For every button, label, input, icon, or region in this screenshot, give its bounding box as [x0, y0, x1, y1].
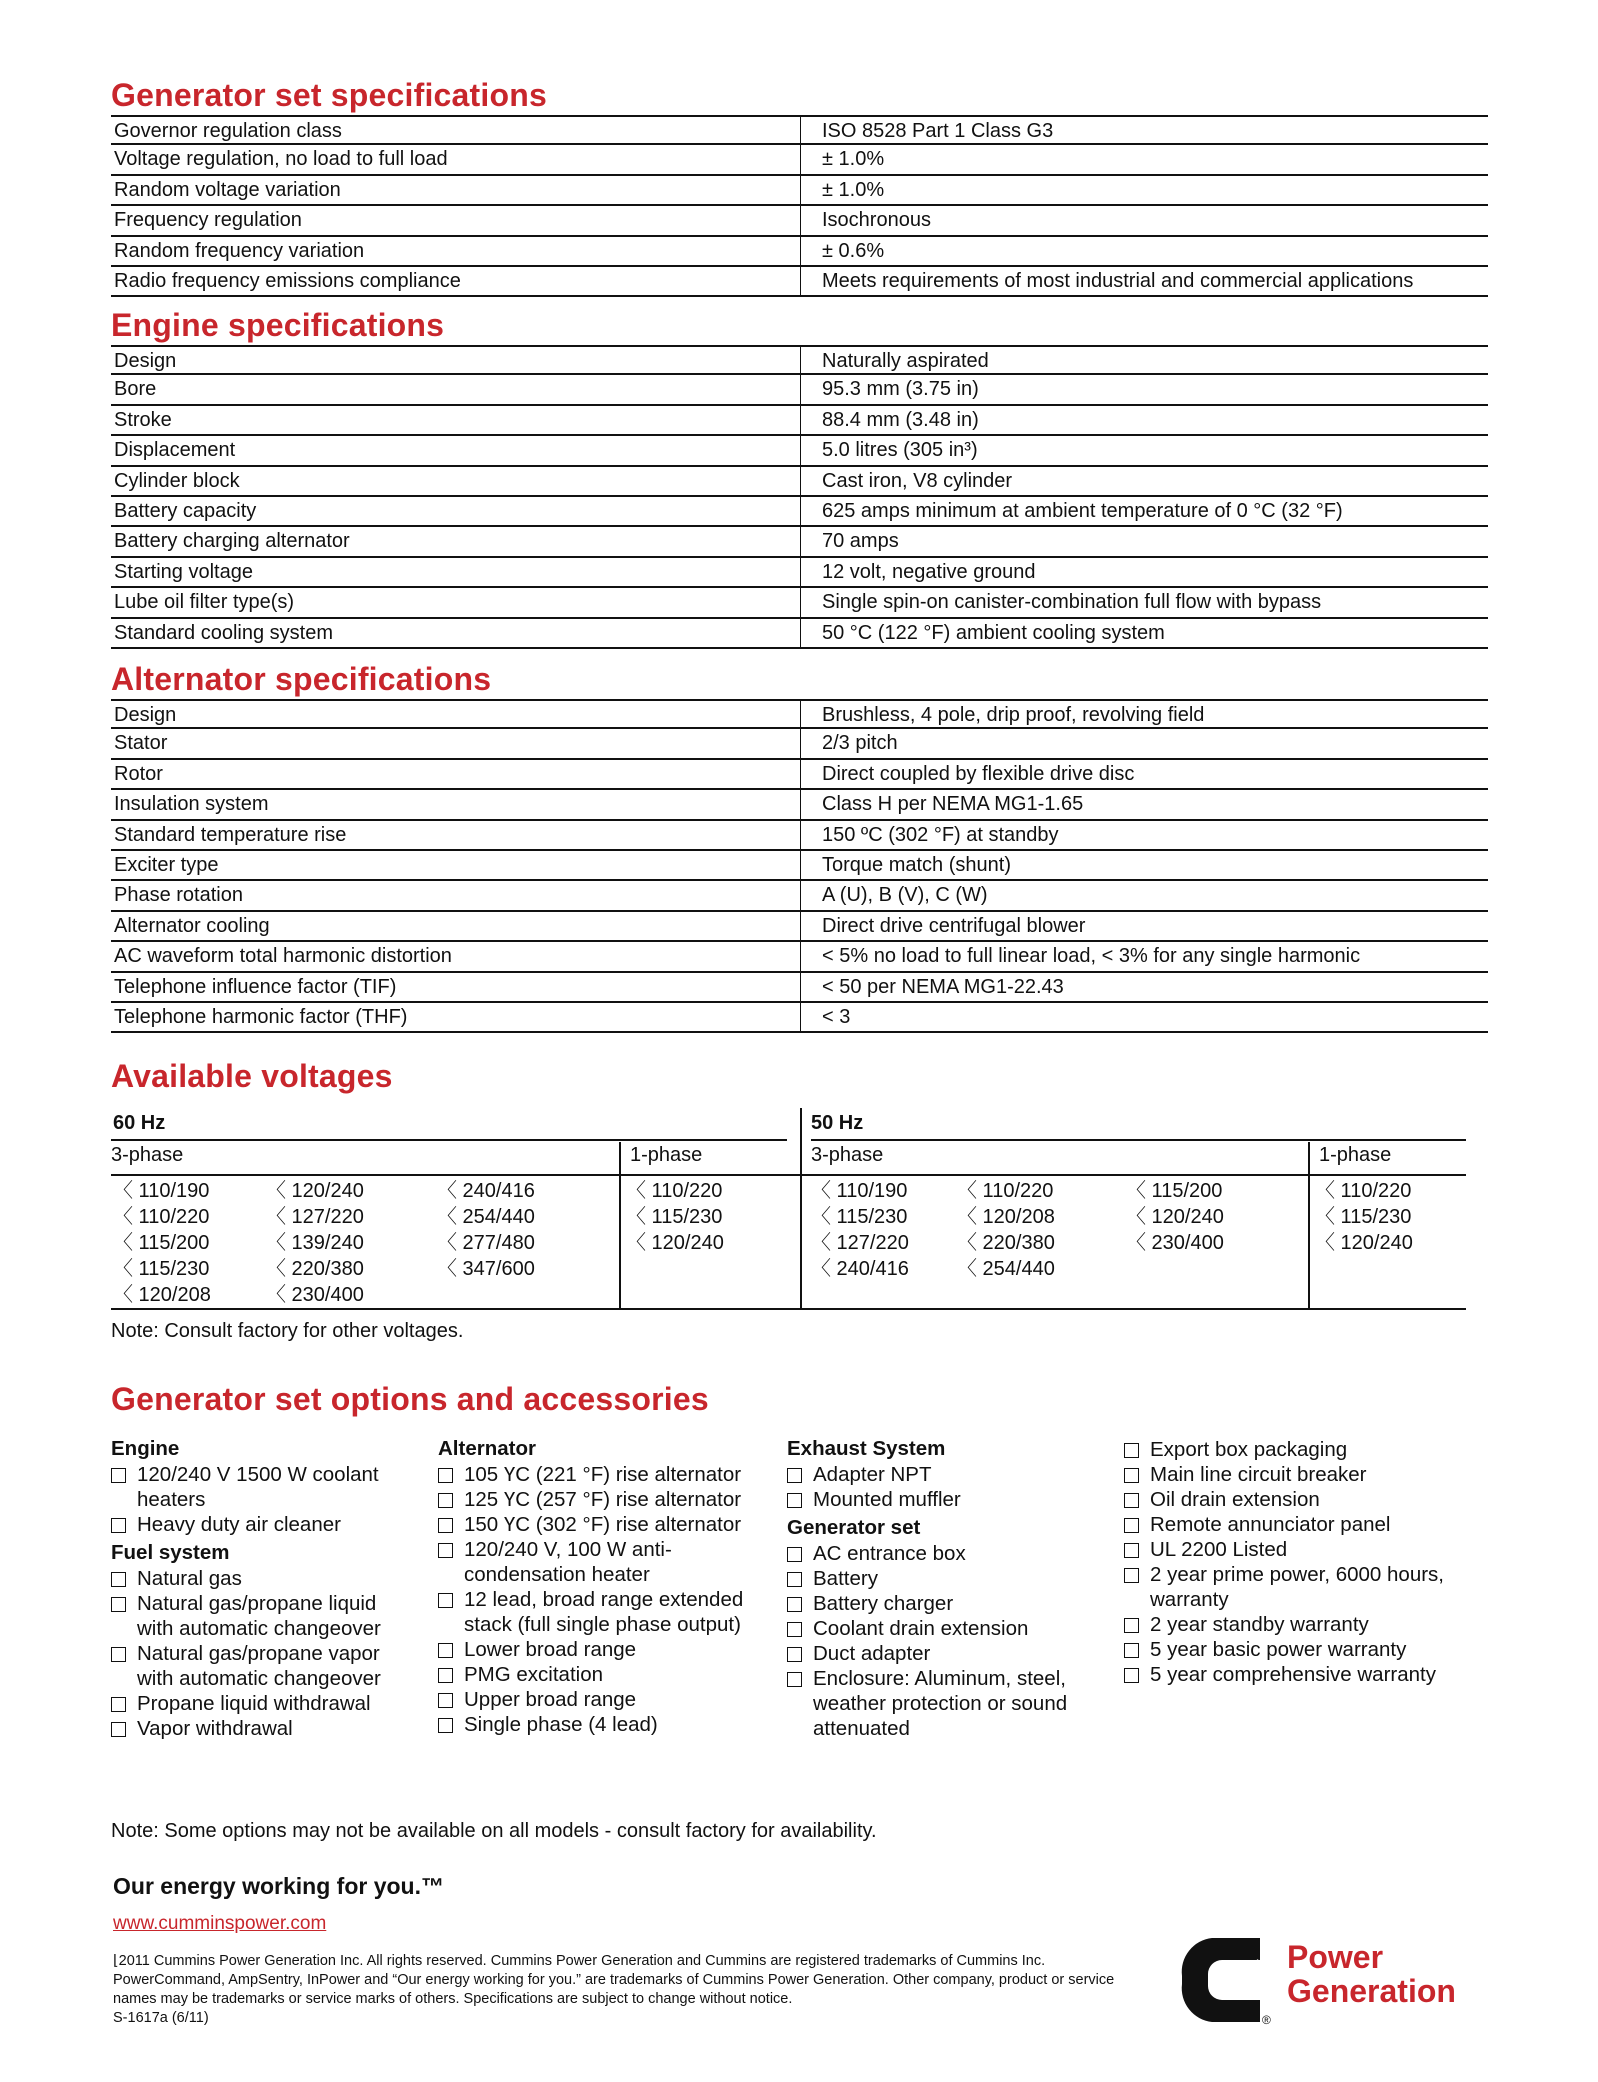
option-item	[438, 1662, 743, 1687]
spec-label: Governor regulation class	[114, 120, 342, 142]
option-label: Coolant drain extension	[813, 1617, 1029, 1640]
voltage-item: 〈 120/240	[626, 1232, 724, 1254]
checkbox-icon	[1124, 1493, 1139, 1508]
option-item	[787, 1616, 1067, 1641]
spec-value: Single spin-on canister-combination full flow with bypass	[800, 588, 1488, 616]
spec-row	[111, 588, 1488, 618]
voltage-item: 〈 254/440	[957, 1258, 1055, 1280]
voltage-item: 〈 115/200	[113, 1232, 210, 1254]
option-item	[438, 1687, 743, 1712]
option-label: Oil drain extension	[1150, 1488, 1320, 1511]
option-item	[111, 1512, 381, 1537]
option-label: Heavy duty air cleaner	[137, 1513, 341, 1536]
checkbox-icon	[1124, 1618, 1139, 1633]
option-item	[438, 1512, 743, 1537]
spec-value: < 3	[800, 1003, 1488, 1031]
doc-code: S-1617a (6/11)	[113, 2010, 209, 2026]
spec-row	[111, 436, 1488, 466]
spec-row	[111, 176, 1488, 206]
option-item	[438, 1712, 743, 1737]
checkbox-icon	[787, 1647, 802, 1662]
v50-1ph-col	[1315, 1178, 1413, 1256]
option-item	[1124, 1637, 1444, 1662]
alternator-options-list	[438, 1462, 743, 1737]
spec-value: ± 1.0%	[800, 145, 1488, 173]
option-item	[438, 1462, 743, 1487]
spec-row	[111, 1003, 1488, 1033]
voltage-item: 〈 115/230	[626, 1206, 723, 1228]
option-item	[438, 1537, 743, 1587]
voltage-item: 〈 240/416	[437, 1180, 535, 1202]
voltage-item: 〈 120/208	[113, 1284, 211, 1306]
checkbox-icon	[787, 1672, 802, 1687]
spec-value: 12 volt, negative ground	[800, 558, 1488, 586]
voltage-item: 〈 110/190	[811, 1180, 908, 1202]
option-label: AC entrance box	[813, 1542, 966, 1565]
option-item	[111, 1641, 381, 1691]
checkbox-icon	[438, 1593, 453, 1608]
spec-label: Voltage regulation, no load to full load	[114, 148, 448, 171]
hz60-underline	[111, 1139, 787, 1141]
checkbox-icon	[1124, 1543, 1139, 1558]
voltage-item: 〈 115/200	[1126, 1180, 1223, 1202]
checkbox-icon	[438, 1718, 453, 1733]
option-label: Enclosure: Aluminum, steel, weather protection or sound attenuated	[813, 1667, 1068, 1740]
option-item	[111, 1591, 381, 1641]
options-note: Note: Some options may not be available on all models - consult factory for availability.	[111, 1820, 877, 1842]
option-item	[787, 1541, 1067, 1566]
checkbox-icon	[1124, 1568, 1139, 1583]
checkbox-icon	[787, 1493, 802, 1508]
spec-value: ± 0.6%	[800, 237, 1488, 265]
checkbox-icon	[438, 1493, 453, 1508]
checkbox-icon	[1124, 1443, 1139, 1458]
option-label: Lower broad range	[464, 1638, 637, 1661]
exhaust-options-heading: Exhaust System	[787, 1437, 946, 1460]
options-col-exhaust-genset	[787, 1433, 1067, 1741]
v60-3ph-col3	[437, 1178, 535, 1282]
misc-options-list	[1124, 1437, 1444, 1687]
spec-row	[111, 760, 1488, 790]
voltages-note: Note: Consult factory for other voltages.	[111, 1320, 464, 1342]
v50-3ph-col3	[1126, 1178, 1224, 1256]
fuel-options-heading: Fuel system	[111, 1541, 230, 1564]
spec-row	[111, 206, 1488, 236]
spec-row	[111, 790, 1488, 820]
spec-label: Frequency regulation	[114, 209, 302, 232]
spec-value: Isochronous	[800, 206, 1488, 234]
voltage-item: 〈 230/400	[1126, 1232, 1224, 1254]
spec-value: 50 °C (122 °F) ambient cooling system	[800, 619, 1488, 647]
option-label: 2 year standby warranty	[1150, 1613, 1369, 1636]
spec-value: 88.4 mm (3.48 in)	[800, 406, 1488, 434]
option-item	[787, 1566, 1067, 1591]
spec-label: Phase rotation	[114, 884, 243, 907]
voltage-item: 〈 120/240	[1315, 1232, 1413, 1254]
spec-row	[111, 942, 1488, 972]
logo-power-text: Power	[1287, 1939, 1384, 1975]
option-item	[1124, 1462, 1444, 1487]
option-label: Mounted muffler	[813, 1488, 961, 1511]
spec-value: Meets requirements of most industrial and commercial applications	[800, 267, 1488, 295]
checkbox-icon	[438, 1518, 453, 1533]
hz50-1phase-label: 1-phase	[1319, 1144, 1392, 1166]
checkbox-icon	[111, 1647, 126, 1662]
voltage-item: 〈 254/440	[437, 1206, 535, 1228]
checkbox-icon	[1124, 1518, 1139, 1533]
spec-value: ISO 8528 Part 1 Class G3	[800, 117, 1488, 143]
v50-3ph-col2	[957, 1178, 1055, 1282]
spec-label: Radio frequency emissions compliance	[114, 269, 461, 292]
voltage-item: 〈 139/240	[266, 1232, 364, 1254]
spec-row	[111, 881, 1488, 911]
spec-label: Standard temperature rise	[114, 823, 347, 846]
checkbox-icon	[111, 1697, 126, 1712]
checkbox-icon	[111, 1468, 126, 1483]
spec-label: Insulation system	[114, 793, 269, 816]
spec-value: < 5% no load to full linear load, < 3% for any single harmonic	[800, 942, 1488, 970]
spec-label: Starting voltage	[114, 560, 253, 583]
registered-mark: ®	[1262, 2013, 1271, 2027]
option-label: Battery	[813, 1567, 878, 1590]
spec-row	[111, 237, 1488, 267]
voltage-item: 〈 110/220	[1315, 1180, 1412, 1202]
spec-label: Random voltage variation	[114, 178, 341, 201]
spec-value: Direct coupled by flexible drive disc	[800, 760, 1488, 788]
spec-row	[111, 912, 1488, 942]
voltages-bottom-rule	[111, 1308, 1466, 1310]
checkbox-icon	[111, 1572, 126, 1587]
spec-label: Design	[114, 350, 177, 372]
option-label: Remote annunciator panel	[1150, 1513, 1391, 1536]
option-label: 125 ҮC (257 °F) rise alternator	[464, 1488, 742, 1511]
option-item	[1124, 1537, 1444, 1562]
website-link[interactable]: www.cumminspower.com	[113, 1913, 327, 1934]
spec-row	[111, 145, 1488, 175]
spec-value: Class H per NEMA MG1-1.65	[800, 790, 1488, 818]
spec-label: Random frequency variation	[114, 239, 365, 262]
spec-label: Telephone harmonic factor (THF)	[114, 1005, 408, 1028]
spec-label: Alternator cooling	[114, 914, 270, 937]
v60-3ph-col2	[266, 1178, 364, 1308]
option-label: Propane liquid withdrawal	[137, 1692, 371, 1715]
option-item	[1124, 1662, 1444, 1687]
option-label: Main line circuit breaker	[1150, 1463, 1367, 1486]
voltage-item: 〈 127/220	[266, 1206, 364, 1228]
option-label: Duct adapter	[813, 1642, 931, 1665]
voltage-item: 〈 110/220	[626, 1180, 723, 1202]
spec-row	[111, 375, 1488, 405]
option-label: PMG excitation	[464, 1663, 603, 1686]
generator-specs-title: Generator set specifications	[111, 77, 547, 113]
option-label: Upper broad range	[464, 1688, 637, 1711]
voltage-item: 〈 347/600	[437, 1258, 535, 1280]
option-label: 12 lead, broad range extended stack (full single phase output)	[464, 1588, 744, 1636]
option-item	[787, 1462, 1067, 1487]
legal-text	[113, 1952, 1153, 2028]
alternator-options-heading: Alternator	[438, 1437, 536, 1460]
spec-label: AC waveform total harmonic distortion	[114, 945, 452, 968]
engine-specs-table	[111, 345, 1488, 649]
fuel-options-list	[111, 1566, 381, 1741]
engine-options-list	[111, 1462, 381, 1537]
spec-label: Cylinder block	[114, 469, 240, 492]
spec-value: 150 ºC (302 °F) at standby	[800, 821, 1488, 849]
option-label: 150 ҮC (302 °F) rise alternator	[464, 1513, 742, 1536]
option-item	[1124, 1562, 1444, 1612]
checkbox-icon	[438, 1643, 453, 1658]
option-item	[438, 1637, 743, 1662]
spec-value: Naturally aspirated	[800, 347, 1488, 373]
spec-row	[111, 406, 1488, 436]
spec-value: Cast iron, V8 cylinder	[800, 467, 1488, 495]
spec-label: Standard cooling system	[114, 621, 334, 644]
checkbox-icon	[787, 1572, 802, 1587]
option-item	[111, 1462, 381, 1512]
voltage-item: 〈 110/220	[957, 1180, 1054, 1202]
spec-value: < 50 per NEMA MG1-22.43	[800, 973, 1488, 1001]
option-label: UL 2200 Listed	[1150, 1538, 1288, 1561]
logo-generation-text: Generation	[1287, 1973, 1456, 2009]
option-item	[438, 1487, 743, 1512]
voltage-item: 〈 277/480	[437, 1232, 535, 1254]
genset-options-list	[787, 1541, 1067, 1741]
spec-row	[111, 267, 1488, 297]
option-item	[1124, 1437, 1444, 1462]
checkbox-icon	[1124, 1468, 1139, 1483]
legal-paragraph: ⌊2011 Cummins Power Generation Inc. All rights reserved. Cummins Power Generation and Cummins are registered trademarks of Cummins Inc. PowerCommand, AmpSentry, InPower and “Our energy working for you.” are trademarks of Cummins Power Generation. Other company, product or service names may be trademarks or service marks of others. Specifications are subject to change without notice.	[113, 1953, 1115, 2007]
spec-row	[111, 527, 1488, 557]
cummins-power-generation-logo	[1172, 1924, 1502, 2034]
checkbox-icon	[438, 1693, 453, 1708]
option-label: Battery charger	[813, 1592, 954, 1615]
spec-label: Stator	[114, 732, 168, 755]
v60-3ph-col1	[113, 1178, 211, 1308]
hz50-underline	[811, 1139, 1466, 1141]
option-label: 105 ҮC (221 °F) rise alternator	[464, 1463, 742, 1486]
spec-label: Telephone influence factor (TIF)	[114, 975, 397, 998]
option-label: Vapor withdrawal	[137, 1717, 293, 1740]
hz50-phase-divider	[1308, 1142, 1310, 1310]
phase-underline	[111, 1174, 1466, 1176]
checkbox-icon	[787, 1547, 802, 1562]
spec-row	[111, 699, 1488, 729]
spec-label: Battery charging alternator	[114, 530, 350, 553]
spec-row	[111, 115, 1488, 145]
hz-divider	[800, 1108, 802, 1310]
hz60-phase-divider	[619, 1142, 621, 1310]
checkbox-icon	[438, 1668, 453, 1683]
option-label: 5 year comprehensive warranty	[1150, 1663, 1436, 1686]
genset-options-heading: Generator set	[787, 1516, 921, 1539]
option-label: Natural gas/propane liquid with automatic changeover	[137, 1592, 381, 1640]
spec-row	[111, 973, 1488, 1003]
engine-options-heading: Engine	[111, 1437, 180, 1460]
voltage-item: 〈 240/416	[811, 1258, 909, 1280]
option-item	[787, 1666, 1067, 1741]
option-label: Export box packaging	[1150, 1438, 1348, 1461]
option-label: 120/240 V 1500 W coolant heaters	[137, 1463, 379, 1511]
voltage-item: 〈 110/190	[113, 1180, 210, 1202]
hz60-1phase-label: 1-phase	[630, 1144, 703, 1166]
spec-label: Stroke	[114, 408, 172, 431]
spec-label: Design	[114, 704, 177, 726]
spec-value: 625 amps minimum at ambient temperature of 0 °C (32 °F)	[800, 497, 1488, 525]
option-item	[1124, 1512, 1444, 1537]
checkbox-icon	[111, 1722, 126, 1737]
option-item	[111, 1566, 381, 1591]
hz50-label: 50 Hz	[811, 1112, 864, 1134]
checkbox-icon	[438, 1468, 453, 1483]
alternator-specs-table	[111, 699, 1488, 1033]
option-item	[1124, 1612, 1444, 1637]
spec-row	[111, 619, 1488, 649]
checkbox-icon	[111, 1518, 126, 1533]
spec-value: A (U), B (V), C (W)	[800, 881, 1488, 909]
spec-row	[111, 851, 1488, 881]
spec-value: ± 1.0%	[800, 176, 1488, 204]
option-item	[111, 1691, 381, 1716]
voltage-item: 〈 115/230	[113, 1258, 210, 1280]
options-col-misc	[1124, 1437, 1444, 1687]
option-item	[1124, 1487, 1444, 1512]
tagline: Our energy working for you.™	[113, 1873, 444, 1899]
option-label: Natural gas	[137, 1567, 242, 1590]
option-label: Single phase (4 lead)	[464, 1713, 658, 1736]
spec-value: 5.0 litres (305 in³)	[800, 436, 1488, 464]
option-item	[787, 1487, 1067, 1512]
spec-row	[111, 558, 1488, 588]
spec-value: Direct drive centrifugal blower	[800, 912, 1488, 940]
voltage-item: 〈 115/230	[1315, 1206, 1412, 1228]
voltage-item: 〈 120/240	[1126, 1206, 1224, 1228]
hz60-label: 60 Hz	[113, 1112, 166, 1134]
spec-row	[111, 467, 1488, 497]
voltage-item: 〈 230/400	[266, 1284, 364, 1306]
logo-brand-text: Cummins	[1217, 1949, 1278, 1995]
checkbox-icon	[1124, 1668, 1139, 1683]
option-item	[787, 1641, 1067, 1666]
voltage-item: 〈 115/230	[811, 1206, 908, 1228]
spec-label: Rotor	[114, 762, 163, 785]
voltage-item: 〈 220/380	[266, 1258, 364, 1280]
spec-label: Lube oil filter type(s)	[114, 591, 295, 614]
spec-label: Exciter type	[114, 853, 219, 876]
exhaust-options-list	[787, 1462, 1067, 1512]
spec-row	[111, 821, 1488, 851]
option-label: 2 year prime power, 6000 hours, warranty	[1150, 1563, 1444, 1611]
alternator-specs-title: Alternator specifications	[111, 661, 492, 697]
option-label: 5 year basic power warranty	[1150, 1638, 1407, 1661]
voltage-item: 〈 127/220	[811, 1232, 909, 1254]
option-item	[787, 1591, 1067, 1616]
option-item	[438, 1587, 743, 1637]
v50-3ph-col1	[811, 1178, 909, 1282]
options-title: Generator set options and accessories	[111, 1381, 709, 1417]
checkbox-icon	[111, 1597, 126, 1612]
voltage-item: 〈 120/240	[266, 1180, 364, 1202]
voltage-item: 〈 120/208	[957, 1206, 1055, 1228]
spec-row	[111, 497, 1488, 527]
hz60-3phase-label: 3-phase	[111, 1144, 184, 1166]
voltage-item: 〈 110/220	[113, 1206, 210, 1228]
voltage-item: 〈 220/380	[957, 1232, 1055, 1254]
checkbox-icon	[787, 1622, 802, 1637]
spec-label: Battery capacity	[114, 499, 257, 522]
option-label: Natural gas/propane vapor with automatic changeover	[137, 1642, 381, 1690]
spec-value: 70 amps	[800, 527, 1488, 555]
option-label: 120/240 V, 100 W anti- condensation heater	[464, 1538, 672, 1586]
spec-row	[111, 345, 1488, 375]
spec-row	[111, 729, 1488, 759]
option-item	[111, 1716, 381, 1741]
checkbox-icon	[787, 1597, 802, 1612]
spec-value: 2/3 pitch	[800, 729, 1488, 757]
hz50-3phase-label: 3-phase	[811, 1144, 884, 1166]
v60-1ph-col	[626, 1178, 724, 1256]
checkbox-icon	[1124, 1643, 1139, 1658]
engine-specs-title: Engine specifications	[111, 307, 445, 343]
spec-label: Displacement	[114, 439, 236, 462]
spec-value: Brushless, 4 pole, drip proof, revolving field	[800, 701, 1488, 727]
options-col-alternator	[438, 1433, 743, 1737]
generator-specs-table	[111, 115, 1488, 297]
cummins-c-logo-icon	[1182, 1938, 1278, 2027]
checkbox-icon	[438, 1543, 453, 1558]
spec-value: 95.3 mm (3.75 in)	[800, 375, 1488, 403]
spec-label: Bore	[114, 378, 157, 401]
checkbox-icon	[787, 1468, 802, 1483]
voltages-title: Available voltages	[111, 1058, 393, 1094]
voltages-table	[111, 1108, 1466, 1314]
options-col-engine-fuel	[111, 1433, 381, 1741]
option-label: Adapter NPT	[813, 1463, 932, 1486]
spec-value: Torque match (shunt)	[800, 851, 1488, 879]
